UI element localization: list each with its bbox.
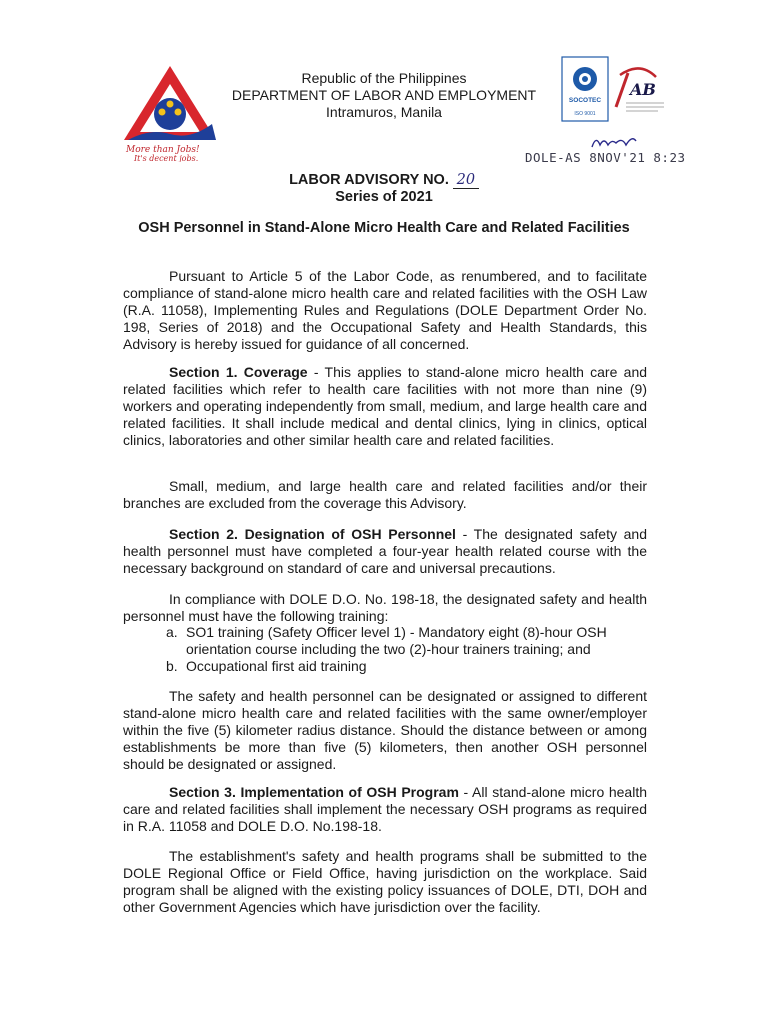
letterhead	[200, 70, 568, 121]
advisory-subject: OSH Personnel in Stand-Alone Micro Health Care and Related Facilities	[138, 220, 630, 236]
advisory-number: 20	[453, 172, 479, 189]
section-1-exclusion: Small, medium, and large health care and related facilities and/or their branches are excluded from the coverage this Advisory.	[123, 478, 647, 511]
advisory-number-line	[0, 172, 768, 189]
intro-paragraph: Pursuant to Article 5 of the Labor Code, as renumbered, and to facilitate compliance of stand-alone micro health care and related facilities with the OSH Law (R.A. 11058), Implementing Rules and Regulations (DOLE Department Order No. 198, Series of 2018) and the Occupational Safety and Health Standards, this Advisory is hereby issued for guidance of all concerned.	[123, 268, 647, 352]
list-item: a. SO1 training (Safety Officer level 1) - Mandatory eight (8)-hour OSH orientation course including the two (2)-hour trainers training; and	[166, 624, 607, 657]
logo-tagline-2: It's decent jobs.	[134, 154, 199, 162]
section-1-paragraph: Section 1. Coverage - This applies to stand-alone micro health care and related facilities which refer to health care facilities with not more than nine (9) workers and operating independently from small, medium, and large health care and related facilities. It shall include medical and dental clinics, lying in clinics, optical clinics, laboratories and other similar health care and related facilities.	[123, 364, 648, 448]
section-2-heading: Section 2. Designation of OSH Personnel	[169, 526, 456, 542]
section-1-heading: Section 1. Coverage	[169, 364, 308, 380]
section-3-programs: The establishment's safety and health programs shall be submitted to the DOLE Regional Office or Field Office, having jurisdiction on the workplace. Said program shall be aligned with the existing policy issuances of DOLE, DTI, DOH and other Government Agencies which have jurisdiction over the facility.	[123, 848, 647, 915]
advisory-label: LABOR ADVISORY NO.	[289, 172, 449, 188]
republic-line: Republic of the Philippines	[301, 70, 467, 86]
training-list	[166, 624, 656, 675]
section-2-paragraph: Section 2. Designation of OSH Personnel - The designated safety and health personnel must have completed a four-year health related course with the necessary background on standard of care and universal precautions.	[123, 526, 647, 576]
advisory-series: Series of 2021	[335, 189, 433, 205]
iso-label: ISO 9001	[574, 111, 596, 117]
section-2-assignment: The safety and health personnel can be designated or assigned to different stand-alone micro health care and related facilities with the same owner/employer within the five (5) kilometer radius distance. Should the distance between or among establishments be more than five (5) kilometers, then another OSH personnel should be designated or assigned.	[123, 688, 647, 772]
certification-logos	[560, 55, 670, 125]
socotec-label: SOCOTEC	[568, 97, 602, 104]
received-stamp: DOLE-AS 8NOV'21 8:23	[525, 150, 686, 165]
iab-label: AB	[630, 80, 656, 99]
logo-tagline-1: More than Jobs!	[126, 145, 200, 155]
section-2-training-intro: In compliance with DOLE D.O. No. 198-18, the designated safety and health personnel must have the following training:	[123, 591, 647, 624]
address-line: Intramuros, Manila	[326, 104, 442, 120]
section-3-paragraph: Section 3. Implementation of OSH Program - All stand-alone micro health care and related facilities shall implement the necessary OSH programs as required in R.A. 11058 and DOLE D.O. No.198-18.	[123, 784, 647, 834]
list-item: b. Occupational first aid training	[166, 658, 367, 674]
department-line: DEPARTMENT OF LABOR AND EMPLOYMENT	[231, 87, 537, 103]
section-3-heading: Section 3. Implementation of OSH Program	[169, 784, 459, 800]
